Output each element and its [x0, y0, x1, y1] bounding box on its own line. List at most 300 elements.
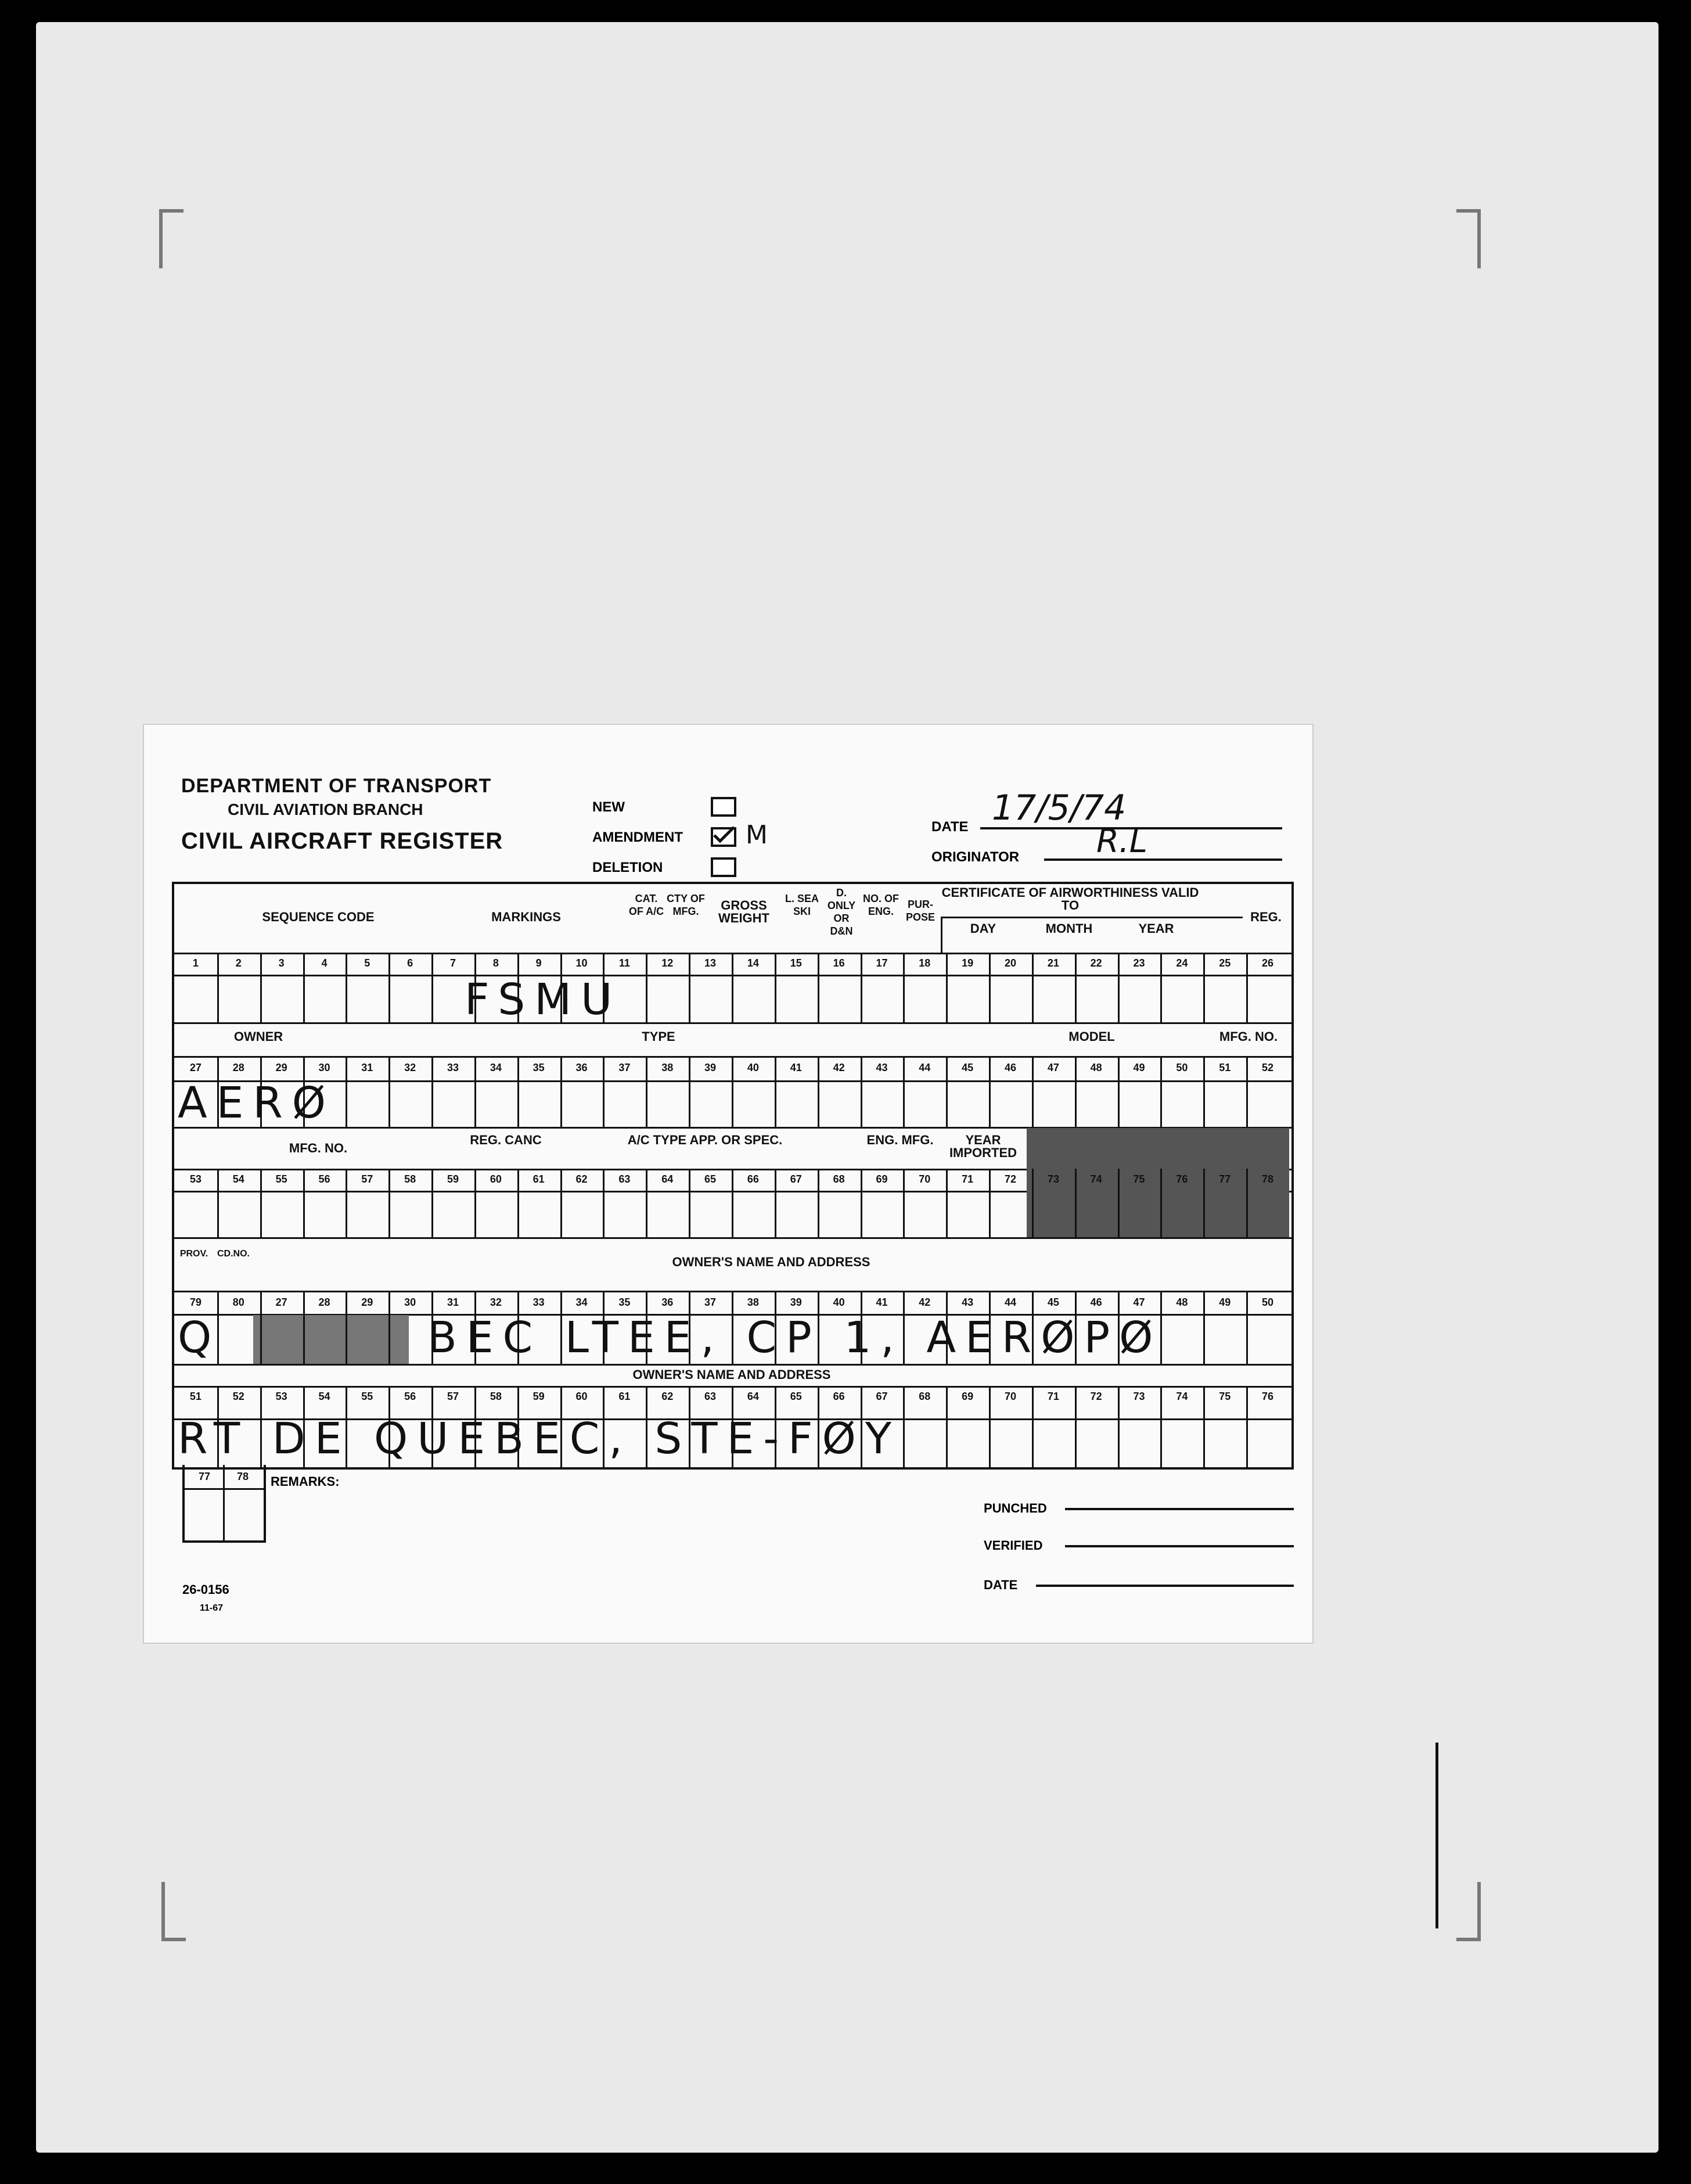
column-number: 51: [189, 1391, 202, 1402]
cell-divider: [689, 1291, 690, 1364]
year-imported-header: YEAR IMPORTED: [949, 1133, 1017, 1160]
check-mark-icon: [712, 826, 735, 843]
cell-divider: [474, 1169, 476, 1237]
cell-divider: [388, 1386, 390, 1467]
register-title: CIVIL AIRCRAFT REGISTER: [181, 828, 503, 854]
column-number: 58: [404, 1173, 416, 1185]
cell-divider: [732, 1056, 733, 1127]
owner-header: OWNER: [233, 1029, 283, 1044]
sea-ski-header: L. SEA SKI: [785, 893, 819, 917]
cell-divider: [646, 1169, 647, 1237]
markings-header: MARKINGS: [491, 910, 561, 924]
column-number: 38: [747, 1296, 759, 1308]
column-number: 67: [876, 1391, 888, 1402]
cty-header: CTY OF MFG.: [667, 893, 705, 917]
cell-divider: [646, 1056, 647, 1127]
cell-divider: [861, 1056, 862, 1127]
column-number: 58: [490, 1391, 502, 1402]
column-number: 55: [275, 1173, 287, 1185]
eng-mfg-header: ENG. MFG.: [866, 1133, 934, 1147]
column-number: 73: [1047, 1173, 1059, 1185]
cell-divider: [1203, 1386, 1205, 1467]
column-number: 71: [962, 1173, 974, 1185]
column-number: 34: [490, 1062, 502, 1073]
column-number: 63: [618, 1173, 631, 1185]
cell-divider: [903, 1169, 905, 1237]
remarks-number: 77: [198, 1471, 211, 1482]
originator-line: [1044, 858, 1282, 861]
column-number: 33: [533, 1296, 545, 1308]
cell-divider: [775, 1291, 776, 1364]
cell-divider: [1246, 1291, 1248, 1364]
column-number: 15: [790, 957, 802, 969]
column-number: 46: [1090, 1296, 1102, 1308]
cell-divider: [1032, 1056, 1034, 1127]
cell-divider: [646, 1386, 647, 1467]
cell-divider: [861, 1169, 862, 1237]
column-number: 39: [790, 1296, 802, 1308]
cell-divider: [1160, 1386, 1162, 1467]
cell-divider: [431, 1386, 433, 1467]
owner-address-entry: RT DE QUEBEC, STE-FØY: [178, 1414, 901, 1464]
column-number: 66: [833, 1391, 845, 1402]
column-number: 12: [661, 957, 674, 969]
cell-divider: [1118, 953, 1120, 1022]
column-number: 24: [1176, 957, 1188, 969]
column-number: 17: [876, 957, 888, 969]
column-number: 27: [189, 1062, 202, 1073]
column-number: 9: [535, 957, 542, 969]
shaded-cells: [253, 1315, 409, 1364]
column-number: 33: [447, 1062, 459, 1073]
form-date: 11-67: [200, 1603, 224, 1613]
column-number: 62: [661, 1391, 674, 1402]
column-number: 29: [275, 1062, 287, 1073]
cell-divider: [303, 1056, 305, 1127]
column-number: 78: [1262, 1173, 1274, 1185]
province-entry: Q: [178, 1313, 221, 1363]
cell-divider: [818, 1056, 819, 1127]
remarks-label: REMARKS:: [271, 1474, 340, 1489]
mfg-no-header: MFG. NO.: [1219, 1029, 1278, 1044]
cell-divider: [1160, 1291, 1162, 1364]
column-number: 77: [1219, 1173, 1231, 1185]
cell-divider: [989, 1386, 991, 1467]
column-number: 7: [449, 957, 456, 969]
model-header: MODEL: [1068, 1029, 1115, 1044]
column-number: 47: [1047, 1062, 1059, 1073]
cell-divider: [1246, 1169, 1248, 1237]
cat-header: CAT. OF A/C: [628, 893, 664, 917]
cell-divider: [517, 1386, 519, 1467]
cell-divider: [388, 1291, 390, 1364]
column-number: 16: [833, 957, 845, 969]
column-number: 61: [533, 1173, 545, 1185]
cell-divider: [1118, 1056, 1120, 1127]
cell-divider: [346, 1056, 347, 1127]
cell-divider: [346, 1386, 347, 1467]
cell-divider: [1118, 1169, 1120, 1237]
column-number: 64: [661, 1173, 674, 1185]
cell-divider: [346, 953, 347, 1022]
cell-divider: [603, 1386, 605, 1467]
column-number: 50: [1176, 1062, 1188, 1073]
sequence-code-header: SEQUENCE CODE: [262, 910, 375, 924]
column-number: 36: [661, 1296, 674, 1308]
mfg-no-header-2: MFG. NO.: [289, 1141, 348, 1155]
column-number: 54: [318, 1391, 330, 1402]
cell-divider: [1075, 1169, 1077, 1237]
airworthiness-header: CERTIFICATE OF AIRWORTHINESS VALID TO: [941, 885, 1199, 913]
owner-name-header: OWNER'S NAME AND ADDRESS: [672, 1255, 870, 1269]
column-number: 31: [361, 1062, 373, 1073]
column-number: 14: [747, 957, 759, 969]
column-number: 80: [232, 1296, 244, 1308]
cell-divider: [474, 1386, 476, 1467]
column-number: 3: [278, 957, 285, 969]
column-number: 62: [575, 1173, 588, 1185]
cell-divider: [474, 1056, 476, 1127]
column-number: 52: [1262, 1062, 1274, 1073]
column-number: 79: [189, 1296, 202, 1308]
column-number: 45: [962, 1062, 974, 1073]
cell-divider: [1246, 1056, 1248, 1127]
cell-divider: [560, 953, 562, 1022]
column-number: 46: [1004, 1062, 1016, 1073]
footer-date-label: DATE: [984, 1578, 1018, 1592]
column-number: 69: [962, 1391, 974, 1402]
new-label: NEW: [592, 799, 625, 815]
column-number: 44: [919, 1062, 931, 1073]
column-number: 21: [1047, 957, 1059, 969]
cell-divider: [517, 1169, 519, 1237]
column-number: 37: [704, 1296, 717, 1308]
column-number: 72: [1090, 1391, 1102, 1402]
cell-divider: [861, 1291, 862, 1364]
column-number: 74: [1176, 1391, 1188, 1402]
cell-divider: [1203, 1291, 1205, 1364]
cell-divider: [346, 1291, 347, 1364]
cell-divider: [560, 1169, 562, 1237]
column-number: 49: [1133, 1062, 1145, 1073]
punched-label: PUNCHED: [984, 1501, 1047, 1515]
column-number: 59: [533, 1391, 545, 1402]
column-number: 13: [704, 957, 717, 969]
cell-divider: [989, 1169, 991, 1237]
register-card: [144, 725, 1312, 1643]
cell-divider: [732, 953, 733, 1022]
column-number: 56: [318, 1173, 330, 1185]
column-number: 32: [404, 1062, 416, 1073]
margin-line: [1435, 1743, 1438, 1928]
cell-divider: [903, 1056, 905, 1127]
date-label: DATE: [931, 819, 969, 835]
column-number: 47: [1133, 1296, 1145, 1308]
cell-divider: [1160, 1056, 1162, 1127]
cell-divider: [603, 1291, 605, 1364]
verified-label: VERIFIED: [984, 1538, 1043, 1553]
column-number: 52: [232, 1391, 244, 1402]
cell-divider: [1075, 953, 1077, 1022]
column-number: 1: [192, 957, 199, 969]
column-number: 54: [232, 1173, 244, 1185]
cell-divider: [260, 1169, 262, 1237]
cell-divider: [560, 1056, 562, 1127]
cell-divider: [1032, 1169, 1034, 1237]
branch-title: CIVIL AVIATION BRANCH: [228, 800, 423, 818]
cell-divider: [689, 1386, 690, 1467]
cell-divider: [1246, 1386, 1248, 1467]
footer-date-line: [1036, 1585, 1294, 1587]
cell-divider: [517, 1056, 519, 1127]
cell-divider: [1118, 1291, 1120, 1364]
column-number: 53: [275, 1391, 287, 1402]
cell-divider: [861, 953, 862, 1022]
column-number: 8: [492, 957, 499, 969]
column-number: 68: [833, 1173, 845, 1185]
type-header: TYPE: [642, 1029, 675, 1044]
column-number: 75: [1133, 1173, 1145, 1185]
column-number: 43: [962, 1296, 974, 1308]
column-number: 27: [275, 1296, 287, 1308]
reg-canc-header: REG. CANC: [470, 1133, 542, 1147]
cell-divider: [689, 1169, 690, 1237]
remarks-code-boxes: [182, 1465, 266, 1543]
cell-divider: [217, 1291, 219, 1364]
cell-divider: [1075, 1056, 1077, 1127]
column-number: 2: [235, 957, 242, 969]
column-number: 69: [876, 1173, 888, 1185]
column-number: 74: [1090, 1173, 1102, 1185]
column-number: 57: [447, 1391, 459, 1402]
column-number: 35: [618, 1296, 631, 1308]
column-number: 60: [490, 1173, 502, 1185]
cell-divider: [646, 1291, 647, 1364]
originator-label: ORIGINATOR: [931, 849, 1020, 865]
column-number: 67: [790, 1173, 802, 1185]
cell-divider: [946, 953, 948, 1022]
cell-divider: [560, 1386, 562, 1467]
column-number: 40: [833, 1296, 845, 1308]
card-no-header: CD.NO.: [217, 1249, 250, 1259]
cell-divider: [1246, 953, 1248, 1022]
cell-divider: [903, 1386, 905, 1467]
column-number: 28: [318, 1296, 330, 1308]
column-number: 50: [1262, 1296, 1274, 1308]
cell-divider: [946, 1056, 948, 1127]
crop-mark-top-left: [159, 209, 184, 268]
amendment-checkbox[interactable]: [711, 827, 736, 847]
cell-divider: [1160, 1169, 1162, 1237]
cell-divider: [818, 1169, 819, 1237]
cell-divider: [474, 953, 476, 1022]
department-title: DEPARTMENT OF TRANSPORT: [181, 775, 492, 797]
crop-mark-bottom-left: [161, 1882, 186, 1941]
cell-divider: [775, 953, 776, 1022]
column-number: 75: [1219, 1391, 1231, 1402]
column-number: 32: [490, 1296, 502, 1308]
cell-divider: [388, 1169, 390, 1237]
column-number: 34: [575, 1296, 588, 1308]
month-header: MONTH: [1045, 921, 1093, 936]
column-number: 19: [962, 957, 974, 969]
cell-divider: [431, 1169, 433, 1237]
column-number: 63: [704, 1391, 717, 1402]
cell-divider: [303, 953, 305, 1022]
cell-divider: [603, 1056, 605, 1127]
column-number: 31: [447, 1296, 459, 1308]
cell-divider: [431, 1056, 433, 1127]
column-number: 71: [1047, 1391, 1059, 1402]
deletion-label: DELETION: [592, 860, 663, 875]
cell-divider: [775, 1056, 776, 1127]
cell-divider: [818, 1291, 819, 1364]
remarks-number: 78: [236, 1471, 249, 1482]
cell-divider: [303, 1291, 305, 1364]
column-number: 22: [1090, 957, 1102, 969]
cell-divider: [260, 1056, 262, 1127]
column-number: 4: [321, 957, 328, 969]
cell-divider: [217, 1386, 219, 1467]
column-number: 65: [790, 1391, 802, 1402]
deletion-checkbox[interactable]: [711, 857, 736, 877]
cell-divider: [560, 1291, 562, 1364]
column-number: 6: [407, 957, 413, 969]
cell-divider: [903, 953, 905, 1022]
engines-header: NO. OF ENG.: [863, 893, 899, 917]
cell-divider: [474, 1291, 476, 1364]
column-number: 29: [361, 1296, 373, 1308]
column-number: 68: [919, 1391, 931, 1402]
column-number: 72: [1004, 1173, 1016, 1185]
column-number: 43: [876, 1062, 888, 1073]
column-number: 28: [232, 1062, 244, 1073]
cell-divider: [989, 953, 991, 1022]
cell-divider: [431, 953, 433, 1022]
cell-divider: [217, 953, 219, 1022]
column-number: 36: [575, 1062, 588, 1073]
column-number: 39: [704, 1062, 717, 1073]
date-value: 17/5/74: [992, 788, 1127, 828]
column-number: 23: [1133, 957, 1145, 969]
cell-divider: [818, 953, 819, 1022]
column-number: 42: [833, 1062, 845, 1073]
cell-divider: [431, 1291, 433, 1364]
cell-divider: [689, 953, 690, 1022]
column-number: 61: [618, 1391, 631, 1402]
cell-divider: [217, 1169, 219, 1237]
cell-divider: [1160, 953, 1162, 1022]
cell-divider: [260, 1291, 262, 1364]
cell-divider: [388, 1056, 390, 1127]
column-number: 51: [1219, 1062, 1231, 1073]
prov-header: PROV.: [179, 1249, 208, 1259]
cell-divider: [775, 1386, 776, 1467]
column-number: 60: [575, 1391, 588, 1402]
punched-line: [1065, 1508, 1294, 1510]
cell-divider: [1075, 1386, 1077, 1467]
cell-divider: [1032, 1291, 1034, 1364]
cell-divider: [260, 1386, 262, 1467]
column-number: 45: [1047, 1296, 1059, 1308]
column-number: 59: [447, 1173, 459, 1185]
form-number: 26-0156: [182, 1582, 229, 1597]
cell-divider: [1203, 1056, 1205, 1127]
purpose-header: PUR- POSE: [905, 899, 936, 923]
cell-divider: [1032, 1386, 1034, 1467]
column-number: 30: [404, 1296, 416, 1308]
column-number: 25: [1219, 957, 1231, 969]
column-number: 65: [704, 1173, 717, 1185]
column-number: 64: [747, 1391, 759, 1402]
column-number: 55: [361, 1391, 373, 1402]
cell-divider: [989, 1056, 991, 1127]
cell-divider: [260, 953, 262, 1022]
owner-address-header: OWNER'S NAME AND ADDRESS: [632, 1367, 831, 1382]
column-number: 37: [618, 1062, 631, 1073]
owner-name-entry: BEC LTEE, CP 1, AERØPØ: [427, 1313, 1163, 1363]
originator-signature: R.L: [1096, 822, 1147, 860]
cell-divider: [1075, 1291, 1077, 1364]
column-number: 73: [1133, 1391, 1145, 1402]
column-number: 11: [618, 957, 630, 969]
ac-type-header: A/C TYPE APP. OR SPEC.: [627, 1133, 783, 1147]
column-number: 20: [1004, 957, 1016, 969]
column-number: 5: [364, 957, 370, 969]
year-header: YEAR: [1138, 921, 1174, 936]
cell-divider: [903, 1291, 905, 1364]
column-number: 40: [747, 1062, 759, 1073]
column-number: 35: [533, 1062, 545, 1073]
cell-divider: [603, 1169, 605, 1237]
column-number: 57: [361, 1173, 373, 1185]
column-number: 76: [1176, 1173, 1188, 1185]
column-number: 70: [1004, 1391, 1016, 1402]
day-header: DAY: [970, 921, 996, 936]
cell-divider: [517, 1291, 519, 1364]
amendment-note: M: [746, 820, 768, 850]
column-number: 53: [189, 1173, 202, 1185]
cell-divider: [818, 1386, 819, 1467]
cell-divider: [217, 1056, 219, 1127]
gross-weight-header: GROSS WEIGHT: [718, 898, 769, 925]
column-number: 66: [747, 1173, 759, 1185]
cell-divider: [775, 1169, 776, 1237]
column-number: 38: [661, 1062, 674, 1073]
cell-divider: [603, 953, 605, 1022]
column-number: 76: [1262, 1391, 1274, 1402]
column-number: 42: [919, 1296, 931, 1308]
cell-divider: [346, 1169, 347, 1237]
cell-divider: [1032, 953, 1034, 1022]
markings-entry: FSMU: [465, 975, 622, 1025]
cell-divider: [946, 1386, 948, 1467]
cell-divider: [732, 1386, 733, 1467]
column-number: 70: [919, 1173, 931, 1185]
cell-divider: [689, 1056, 690, 1127]
column-number: 18: [919, 957, 931, 969]
column-number: 49: [1219, 1296, 1231, 1308]
crop-mark-top-right: [1456, 209, 1481, 268]
new-checkbox[interactable]: [711, 797, 736, 817]
column-number: 26: [1262, 957, 1274, 969]
cell-divider: [1203, 953, 1205, 1022]
owner-entry: AERØ: [178, 1078, 336, 1128]
cell-divider: [861, 1386, 862, 1467]
column-number: 41: [790, 1062, 802, 1073]
cell-divider: [646, 953, 647, 1022]
crop-mark-bottom-right: [1456, 1882, 1481, 1941]
